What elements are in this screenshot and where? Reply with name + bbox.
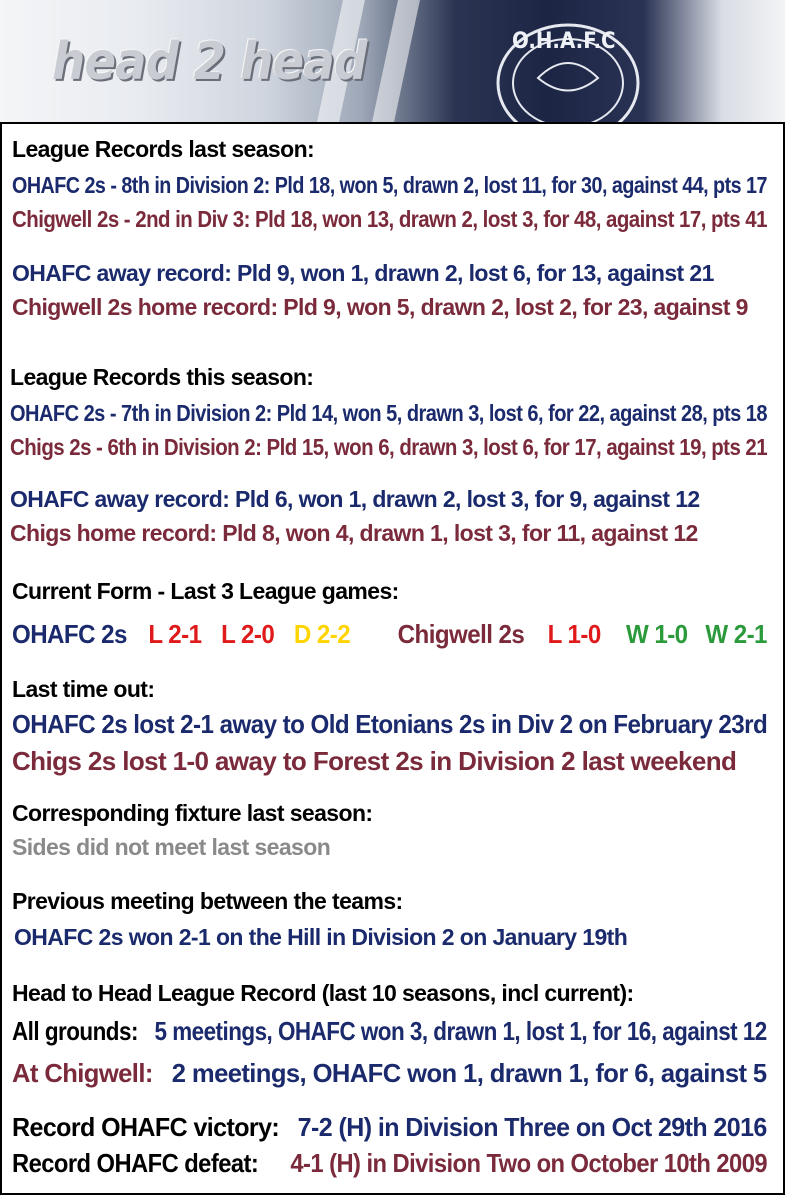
club-crest-icon bbox=[478, 8, 648, 122]
corresponding-text: Sides did not meet last season bbox=[12, 834, 331, 860]
last-time-out-ohafc: OHAFC 2s lost 2-1 away to Old Etonians 2s in Div 2 on February 23rd bbox=[12, 709, 768, 739]
this-season-ohafc-away: OHAFC away record: Pld 6, won 1, drawn 2, lost 3, for 9, against 12 bbox=[10, 486, 700, 512]
h2h-all-text: 5 meetings, OHAFC won 3, drawn 1, lost 1, for 16, against 12 bbox=[154, 1016, 767, 1046]
header-banner bbox=[0, 0, 785, 122]
form-chigwell-result-2: W 1-0 bbox=[625, 619, 688, 649]
last-time-out-heading: Last time out: bbox=[12, 676, 155, 702]
record-defeat-text: 4-1 (H) in Division Two on October 10th 2009 bbox=[290, 1148, 768, 1178]
h2h-heading: Head to Head League Record (last 10 seasons, incl current): bbox=[12, 980, 634, 1006]
form-chigwell-label: Chigwell 2s bbox=[397, 619, 525, 649]
record-defeat-row bbox=[12, 1148, 767, 1179]
form-ohafc-result-1: L 2-1 bbox=[148, 619, 202, 649]
last-season-chigwell: Chigwell 2s - 2nd in Div 3: Pld 18, won 13, drawn 2, lost 3, for 48, against 17, pts 41 bbox=[12, 206, 767, 232]
form-chigwell-result-1: L 1-0 bbox=[547, 619, 601, 649]
form-heading: Current Form - Last 3 League games: bbox=[12, 578, 399, 604]
record-victory-row bbox=[12, 1112, 767, 1143]
last-season-chigwell-home: Chigwell 2s home record: Pld 9, won 5, drawn 2, lost 2, for 23, against 9 bbox=[12, 294, 748, 320]
last-season-ohafc: OHAFC 2s - 8th in Division 2: Pld 18, won 5, drawn 2, lost 11, for 30, against 44, pts 17 bbox=[12, 172, 767, 198]
this-season-heading: League Records this season: bbox=[10, 364, 314, 390]
previous-heading: Previous meeting between the teams: bbox=[12, 888, 403, 914]
last-season-heading: League Records last season: bbox=[12, 136, 315, 162]
form-row bbox=[12, 619, 767, 650]
h2h-chigwell-text: 2 meetings, OHAFC won 1, drawn 1, for 6, against 5 bbox=[171, 1058, 767, 1088]
h2h-chigwell-row bbox=[12, 1058, 767, 1089]
banner-title: head 2 head bbox=[52, 32, 367, 92]
form-ohafc-result-2: L 2-0 bbox=[221, 619, 275, 649]
this-season-ohafc: OHAFC 2s - 7th in Division 2: Pld 14, won 5, drawn 3, lost 6, for 22, against 28, pts 18 bbox=[10, 400, 767, 426]
corresponding-heading: Corresponding fixture last season: bbox=[12, 800, 373, 826]
record-victory-label: Record OHAFC victory: bbox=[12, 1112, 280, 1142]
crest-text: O.H.A.F.C bbox=[512, 29, 616, 54]
h2h-all-row bbox=[12, 1016, 767, 1047]
record-defeat-label: Record OHAFC defeat: bbox=[12, 1148, 259, 1178]
form-ohafc-label: OHAFC 2s bbox=[12, 619, 127, 649]
h2h-chigwell-label: At Chigwell: bbox=[12, 1058, 153, 1088]
stats-panel bbox=[0, 122, 785, 1195]
h2h-all-label: All grounds: bbox=[12, 1016, 138, 1046]
this-season-chigs: Chigs 2s - 6th in Division 2: Pld 15, won 6, drawn 3, lost 6, for 17, against 19, pts 21 bbox=[10, 434, 768, 460]
previous-text: OHAFC 2s won 2-1 on the Hill in Division 2 on January 19th bbox=[14, 924, 628, 950]
form-ohafc-result-3: D 2-2 bbox=[293, 619, 351, 649]
last-time-out-chigs: Chigs 2s lost 1-0 away to Forest 2s in Division 2 last weekend bbox=[12, 746, 737, 776]
record-victory-text: 7-2 (H) in Division Three on Oct 29th 2016 bbox=[297, 1112, 767, 1142]
last-season-ohafc-away: OHAFC away record: Pld 9, won 1, drawn 2, lost 6, for 13, against 21 bbox=[12, 260, 714, 286]
form-chigwell-result-3: W 2-1 bbox=[705, 619, 767, 649]
this-season-chigs-home: Chigs home record: Pld 8, won 4, drawn 1, lost 3, for 11, against 12 bbox=[10, 520, 698, 546]
